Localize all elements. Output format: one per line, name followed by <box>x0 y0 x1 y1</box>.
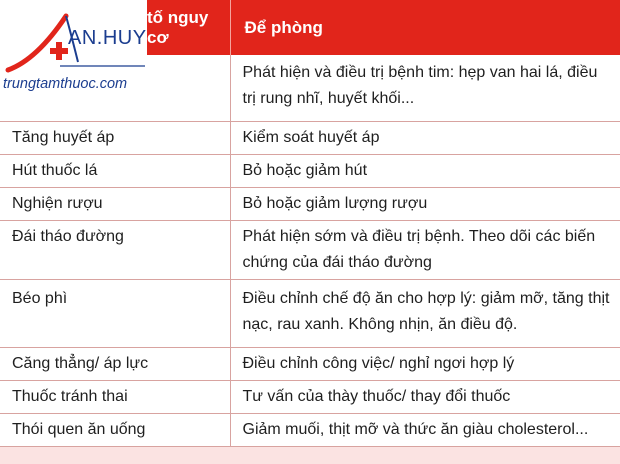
risk-factor-cell: Đái tháo đường <box>0 221 230 280</box>
risk-factor-cell: Nghiện rượu <box>0 188 230 221</box>
table-row <box>0 348 620 381</box>
header-risk-factor: tố nguy cơ <box>0 0 230 55</box>
prevention-cell: Kiểm soát huyết áp <box>230 122 620 155</box>
logo-url: trungtamthuoc.com <box>3 76 128 92</box>
table-row <box>0 280 620 348</box>
brand-logo[interactable] <box>0 0 147 100</box>
risk-factor-cell: Hút thuốc lá <box>0 155 230 188</box>
prevention-cell: Bỏ hoặc giảm lượng rượu <box>230 188 620 221</box>
risk-factor-cell: Căng thẳng/ áp lực <box>0 348 230 381</box>
header-prevention: Để phòng <box>230 0 620 55</box>
prevention-cell: Bỏ hoặc giảm hút <box>230 155 620 188</box>
prevention-cell: Giảm muối, thịt mỡ và thức ăn giàu cholesterol... <box>230 414 620 447</box>
risk-factor-cell: Béo phì <box>0 280 230 348</box>
logo-name: AN.HUY <box>68 27 147 49</box>
table-row <box>0 188 620 221</box>
prevention-cell: Điều chỉnh công việc/ nghỉ ngơi hợp lý <box>230 348 620 381</box>
table-row <box>0 414 620 447</box>
prevention-cell: Điều chỉnh chế độ ăn cho hợp lý: giảm mỡ, tăng thịt nạc, rau xanh. Không nhịn, ăn điều độ. <box>230 280 620 348</box>
prevention-cell: Tư vấn của thày thuốc/ thay đổi thuốc <box>230 381 620 414</box>
table-row <box>0 381 620 414</box>
risk-factor-cell: Tăng huyết áp <box>0 122 230 155</box>
risk-factor-cell: Thói quen ăn uống <box>0 414 230 447</box>
table-row <box>0 221 620 280</box>
risk-factor-cell: Thuốc tránh thai <box>0 381 230 414</box>
table-row <box>0 155 620 188</box>
prevention-cell: Phát hiện và điều trị bệnh tim: hẹp van hai lá, điều trị rung nhĩ, huyết khối... <box>230 55 620 122</box>
table-row <box>0 122 620 155</box>
prevention-cell: Phát hiện sớm và điều trị bệnh. Theo dõi các biến chứng của đái tháo đường <box>230 221 620 280</box>
